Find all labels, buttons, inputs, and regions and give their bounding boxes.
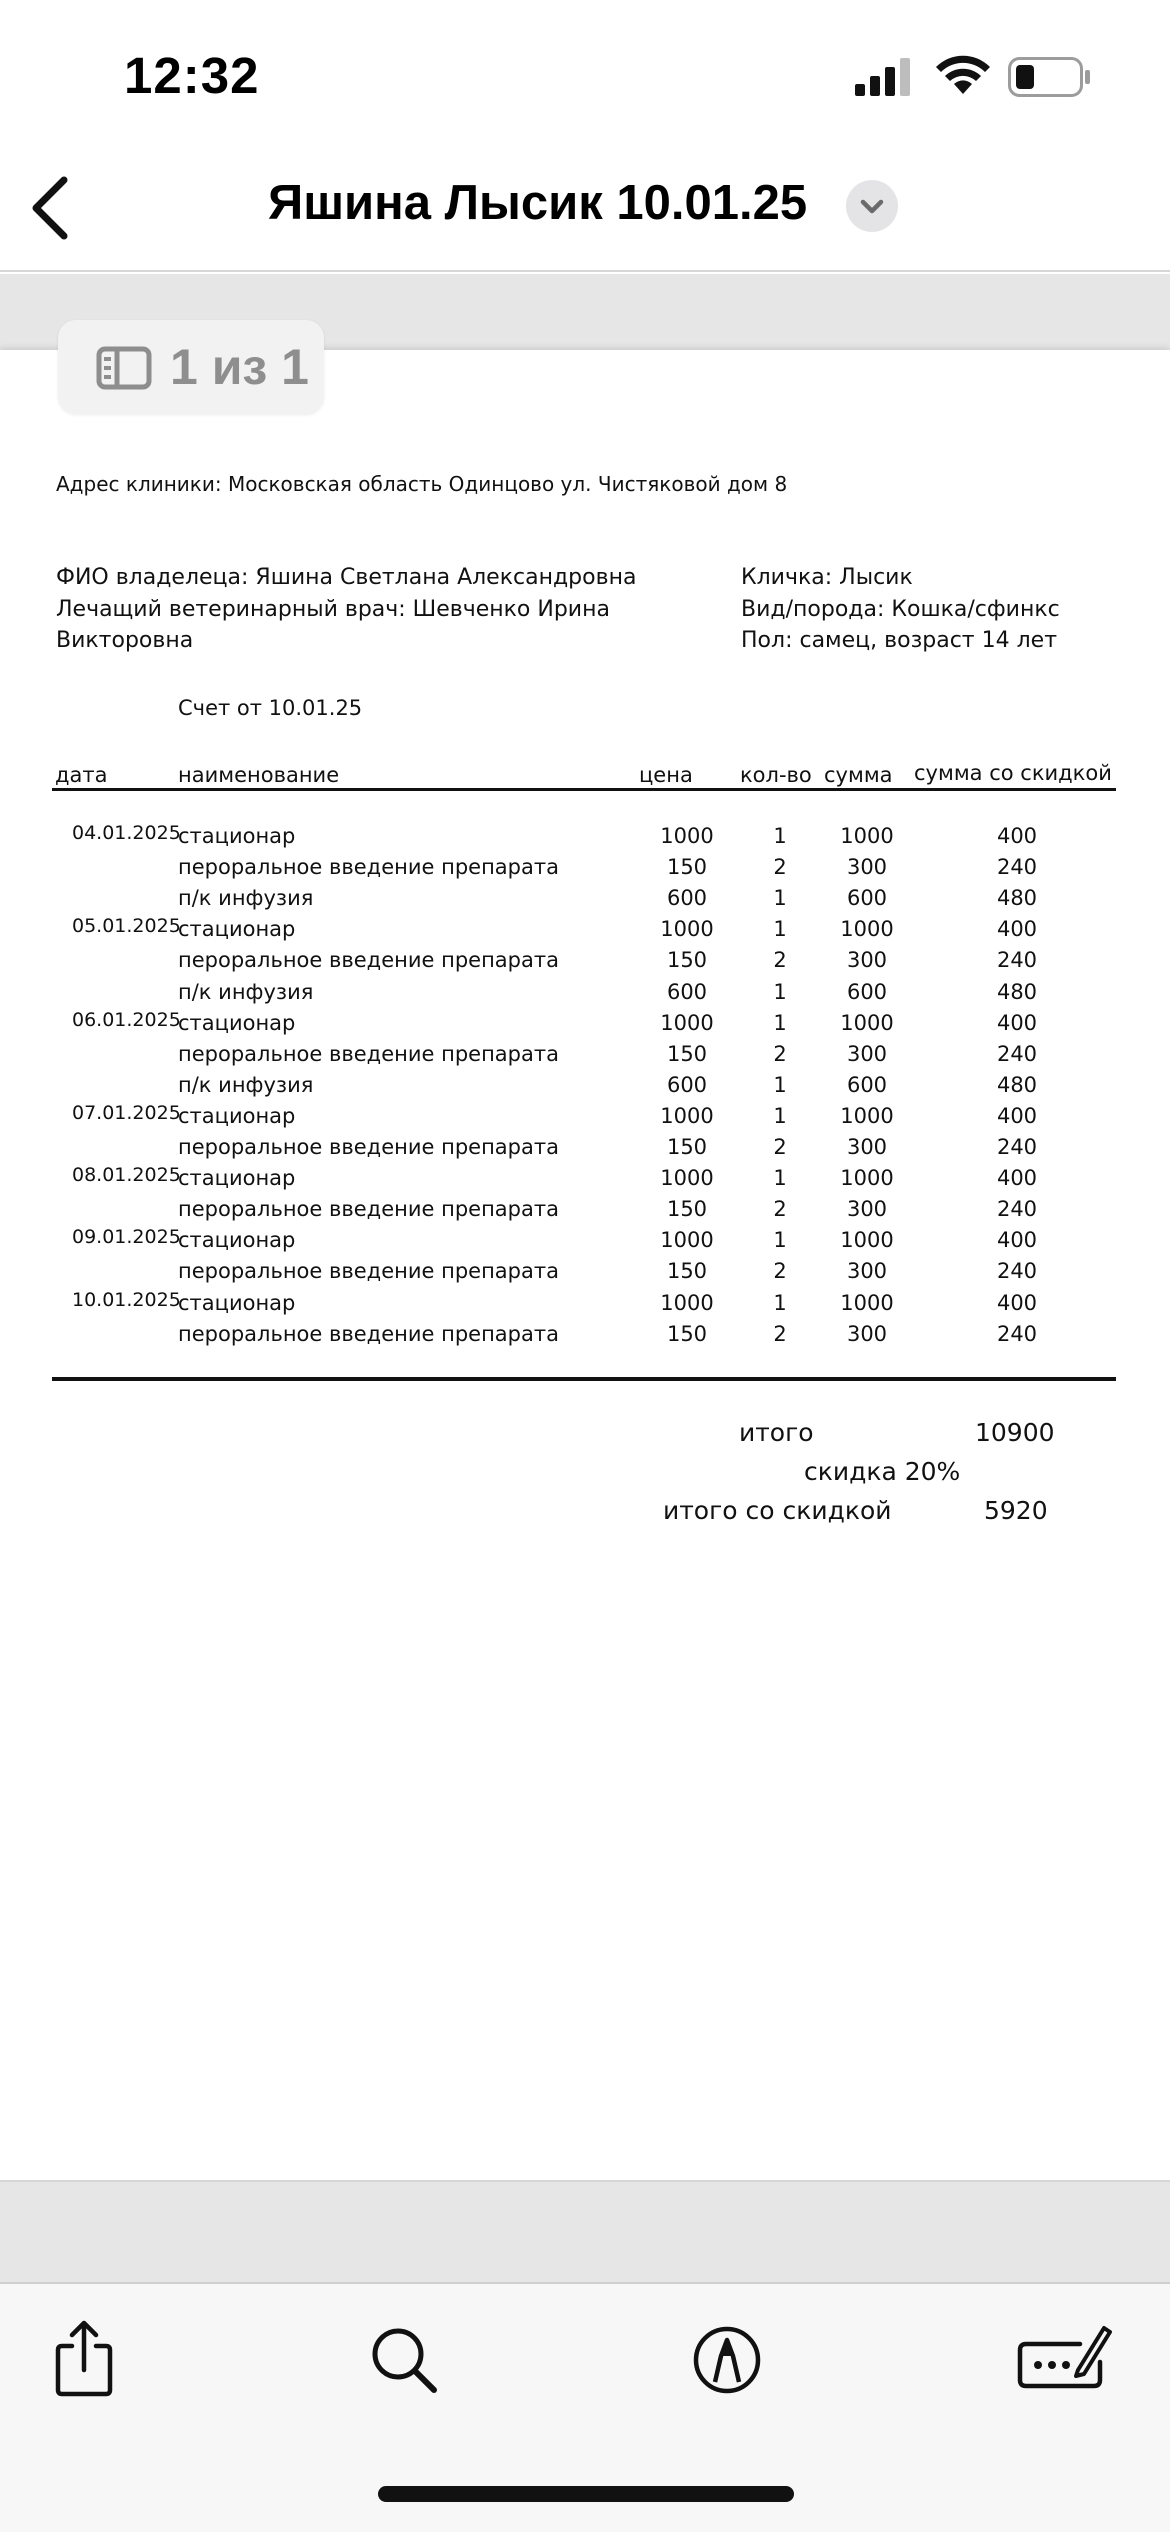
cell-sum: 1000: [840, 824, 894, 848]
column-header-date: дата: [55, 763, 108, 787]
share-icon[interactable]: [46, 2318, 122, 2398]
chevron-down-icon: [846, 180, 898, 232]
document-background-bottom: [0, 2180, 1170, 2282]
cell-sum-discount: 400: [996, 1166, 1038, 1191]
table-row: [0, 948, 1170, 979]
cell-date: 04.01.2025: [72, 822, 181, 844]
pet-breed: Вид/порода: Кошка/сфинкс: [741, 597, 1060, 622]
cell-sum-discount: 400: [996, 1290, 1038, 1315]
cell-qty: 2: [773, 1135, 787, 1159]
owner-name: ФИО владелеца: Яшина Светлана Александровна: [56, 565, 637, 590]
search-icon[interactable]: [366, 2318, 442, 2398]
table-row: [0, 824, 1170, 855]
cell-name: стационар: [178, 824, 296, 848]
battery-icon: [1008, 57, 1092, 97]
cell-name: стационар: [178, 1166, 296, 1191]
cell-price: 1000: [660, 824, 714, 848]
table-header-divider: [52, 788, 1116, 791]
cell-name: п/к инфузия: [178, 979, 314, 1004]
cell-price: 150: [666, 948, 708, 973]
pet-sex-age: Пол: самец, возраст 14 лет: [741, 628, 1058, 653]
cell-date: 06.01.2025: [72, 1008, 181, 1031]
home-indicator: [378, 2486, 794, 2502]
table-row: [0, 1259, 1170, 1290]
table-row: [0, 980, 1170, 1011]
cell-sum-discount: 480: [996, 886, 1038, 911]
cell-name: п/к инфузия: [178, 886, 314, 911]
cell-sum: 1000: [840, 1290, 894, 1315]
cell-sum-discount: 240: [996, 948, 1038, 973]
cell-price: 150: [666, 1135, 708, 1159]
table-footer-divider: [52, 1377, 1116, 1381]
column-header-qty: кол-во: [740, 763, 812, 787]
total-discount-label: итого со скидкой: [663, 1496, 892, 1525]
cell-qty: 2: [773, 1321, 787, 1346]
table-row: [0, 1073, 1170, 1104]
cell-name: пероральное введение препарата: [178, 855, 559, 880]
cell-sum-discount: 480: [996, 979, 1038, 1004]
signature-icon[interactable]: [1016, 2318, 1112, 2398]
cell-sum: 300: [846, 1041, 888, 1066]
column-header-sum-discount: сумма со скидкой: [914, 761, 1112, 785]
cell-qty: 1: [773, 1072, 787, 1097]
markup-icon[interactable]: [689, 2318, 765, 2398]
cell-name: пероральное введение препарата: [178, 1041, 559, 1066]
table-row: [0, 1166, 1170, 1197]
cell-sum: 600: [846, 1072, 888, 1097]
cell-sum: 300: [846, 1197, 888, 1222]
cell-sum: 600: [846, 979, 888, 1004]
cell-sum-discount: 480: [996, 1072, 1038, 1097]
page-indicator[interactable]: [58, 320, 324, 414]
table-row: [0, 1228, 1170, 1259]
cell-sum-discount: 400: [996, 1228, 1038, 1253]
doctor-name-line2: Викторовна: [56, 628, 194, 653]
wifi-icon: [935, 54, 991, 96]
cellular-signal-icon: [855, 58, 915, 96]
cell-sum: 1000: [840, 1103, 894, 1128]
cell-sum-discount: 240: [996, 1197, 1038, 1222]
discount-label: скидка 20%: [804, 1457, 961, 1486]
cell-sum-discount: 400: [996, 917, 1038, 942]
cell-sum-discount: 400: [996, 824, 1038, 848]
table-row: [0, 886, 1170, 917]
cell-qty: 2: [773, 948, 787, 973]
table-row: [0, 1042, 1170, 1073]
table-row: [0, 855, 1170, 886]
cell-qty: 1: [773, 1166, 787, 1191]
cell-name: п/к инфузия: [178, 1072, 314, 1097]
column-header-name: наименование: [178, 763, 340, 787]
cell-date: 05.01.2025: [72, 915, 181, 938]
status-time: 12:32: [124, 47, 260, 104]
doctor-name-line1: Лечащий ветеринарный врач: Шевченко Ирина: [56, 597, 610, 622]
clinic-address: Адрес клиники: Московская область Одинцово ул. Чистяковой дом 8: [56, 472, 788, 496]
cell-name: стационар: [178, 917, 296, 942]
cell-name: пероральное введение препарата: [178, 1321, 559, 1346]
cell-price: 600: [666, 979, 708, 1004]
document-title[interactable]: Яшина Лысик 10.01.25: [268, 176, 808, 230]
cell-sum-discount: 400: [996, 1103, 1038, 1128]
cell-qty: 1: [773, 917, 787, 942]
column-header-price: цена: [639, 763, 693, 787]
cell-qty: 1: [773, 1010, 787, 1035]
column-header-sum: сумма: [824, 763, 893, 787]
cell-sum: 1000: [840, 917, 894, 942]
cell-name: стационар: [178, 1290, 296, 1315]
cell-sum: 300: [846, 948, 888, 973]
cell-date: 07.01.2025: [72, 1101, 181, 1124]
total-label: итого: [739, 1418, 814, 1447]
cell-name: пероральное введение препарата: [178, 948, 559, 973]
cell-price: 150: [666, 855, 708, 880]
cell-qty: 2: [773, 1197, 787, 1222]
cell-sum: 1000: [840, 1166, 894, 1191]
table-row: [0, 1008, 1170, 1042]
cell-date: 09.01.2025: [72, 1226, 181, 1249]
table-row: [0, 1322, 1170, 1353]
cell-name: пероральное введение препарата: [178, 1259, 559, 1284]
cell-price: 150: [666, 1041, 708, 1066]
total-value: 10900: [975, 1418, 1055, 1447]
cell-sum: 1000: [840, 1010, 894, 1035]
table-row: [0, 1101, 1170, 1135]
cell-qty: 1: [773, 1228, 787, 1253]
pet-name: Кличка: Лысик: [741, 565, 913, 590]
cell-qty: 2: [773, 1259, 787, 1284]
table-row: [0, 1135, 1170, 1166]
table-row: [0, 1197, 1170, 1228]
cell-sum: 300: [846, 1135, 888, 1159]
page-count-label: 1 из 1: [170, 339, 309, 395]
cell-sum-discount: 240: [996, 1041, 1038, 1066]
cell-price: 600: [666, 886, 708, 911]
cell-name: стационар: [178, 1228, 296, 1253]
cell-price: 1000: [660, 1010, 714, 1035]
table-row: [0, 1288, 1170, 1322]
cell-price: 1000: [660, 917, 714, 942]
sidebar-icon: [96, 346, 152, 390]
cell-qty: 1: [773, 979, 787, 1004]
cell-sum-discount: 240: [996, 1135, 1038, 1159]
cell-date: 10.01.2025: [72, 1288, 181, 1311]
total-discount-value: 5920: [984, 1496, 1048, 1525]
cell-price: 1000: [660, 1166, 714, 1191]
cell-sum-discount: 240: [996, 1321, 1038, 1346]
cell-name: пероральное введение препарата: [178, 1197, 559, 1222]
cell-name: пероральное введение препарата: [178, 1135, 559, 1159]
cell-qty: 1: [773, 1290, 787, 1315]
cell-price: 150: [666, 1259, 708, 1284]
cell-qty: 1: [773, 1103, 787, 1128]
cell-sum: 300: [846, 1321, 888, 1346]
cell-sum: 300: [846, 1259, 888, 1284]
cell-price: 1000: [660, 1228, 714, 1253]
cell-sum: 1000: [840, 1228, 894, 1253]
cell-price: 1000: [660, 1103, 714, 1128]
cell-price: 600: [666, 1072, 708, 1097]
status-bar: [0, 0, 1170, 150]
title-menu-button[interactable]: [846, 180, 898, 232]
invoice-title: Счет от 10.01.25: [178, 696, 363, 720]
table-row: [0, 917, 1170, 948]
cell-name: стационар: [178, 1010, 296, 1035]
cell-price: 150: [666, 1321, 708, 1346]
cell-sum-discount: 400: [996, 1010, 1038, 1035]
cell-price: 150: [666, 1197, 708, 1222]
cell-qty: 1: [773, 886, 787, 911]
cell-price: 1000: [660, 1290, 714, 1315]
cell-qty: 2: [773, 1041, 787, 1066]
cell-sum-discount: 240: [996, 1259, 1038, 1284]
cell-sum: 600: [846, 886, 888, 911]
cell-qty: 2: [773, 855, 787, 880]
back-icon[interactable]: [20, 172, 90, 242]
cell-name: стационар: [178, 1103, 296, 1128]
cell-sum: 300: [846, 855, 888, 880]
cell-qty: 1: [773, 824, 787, 848]
cell-date: 08.01.2025: [72, 1164, 181, 1187]
cell-sum-discount: 240: [996, 855, 1038, 880]
